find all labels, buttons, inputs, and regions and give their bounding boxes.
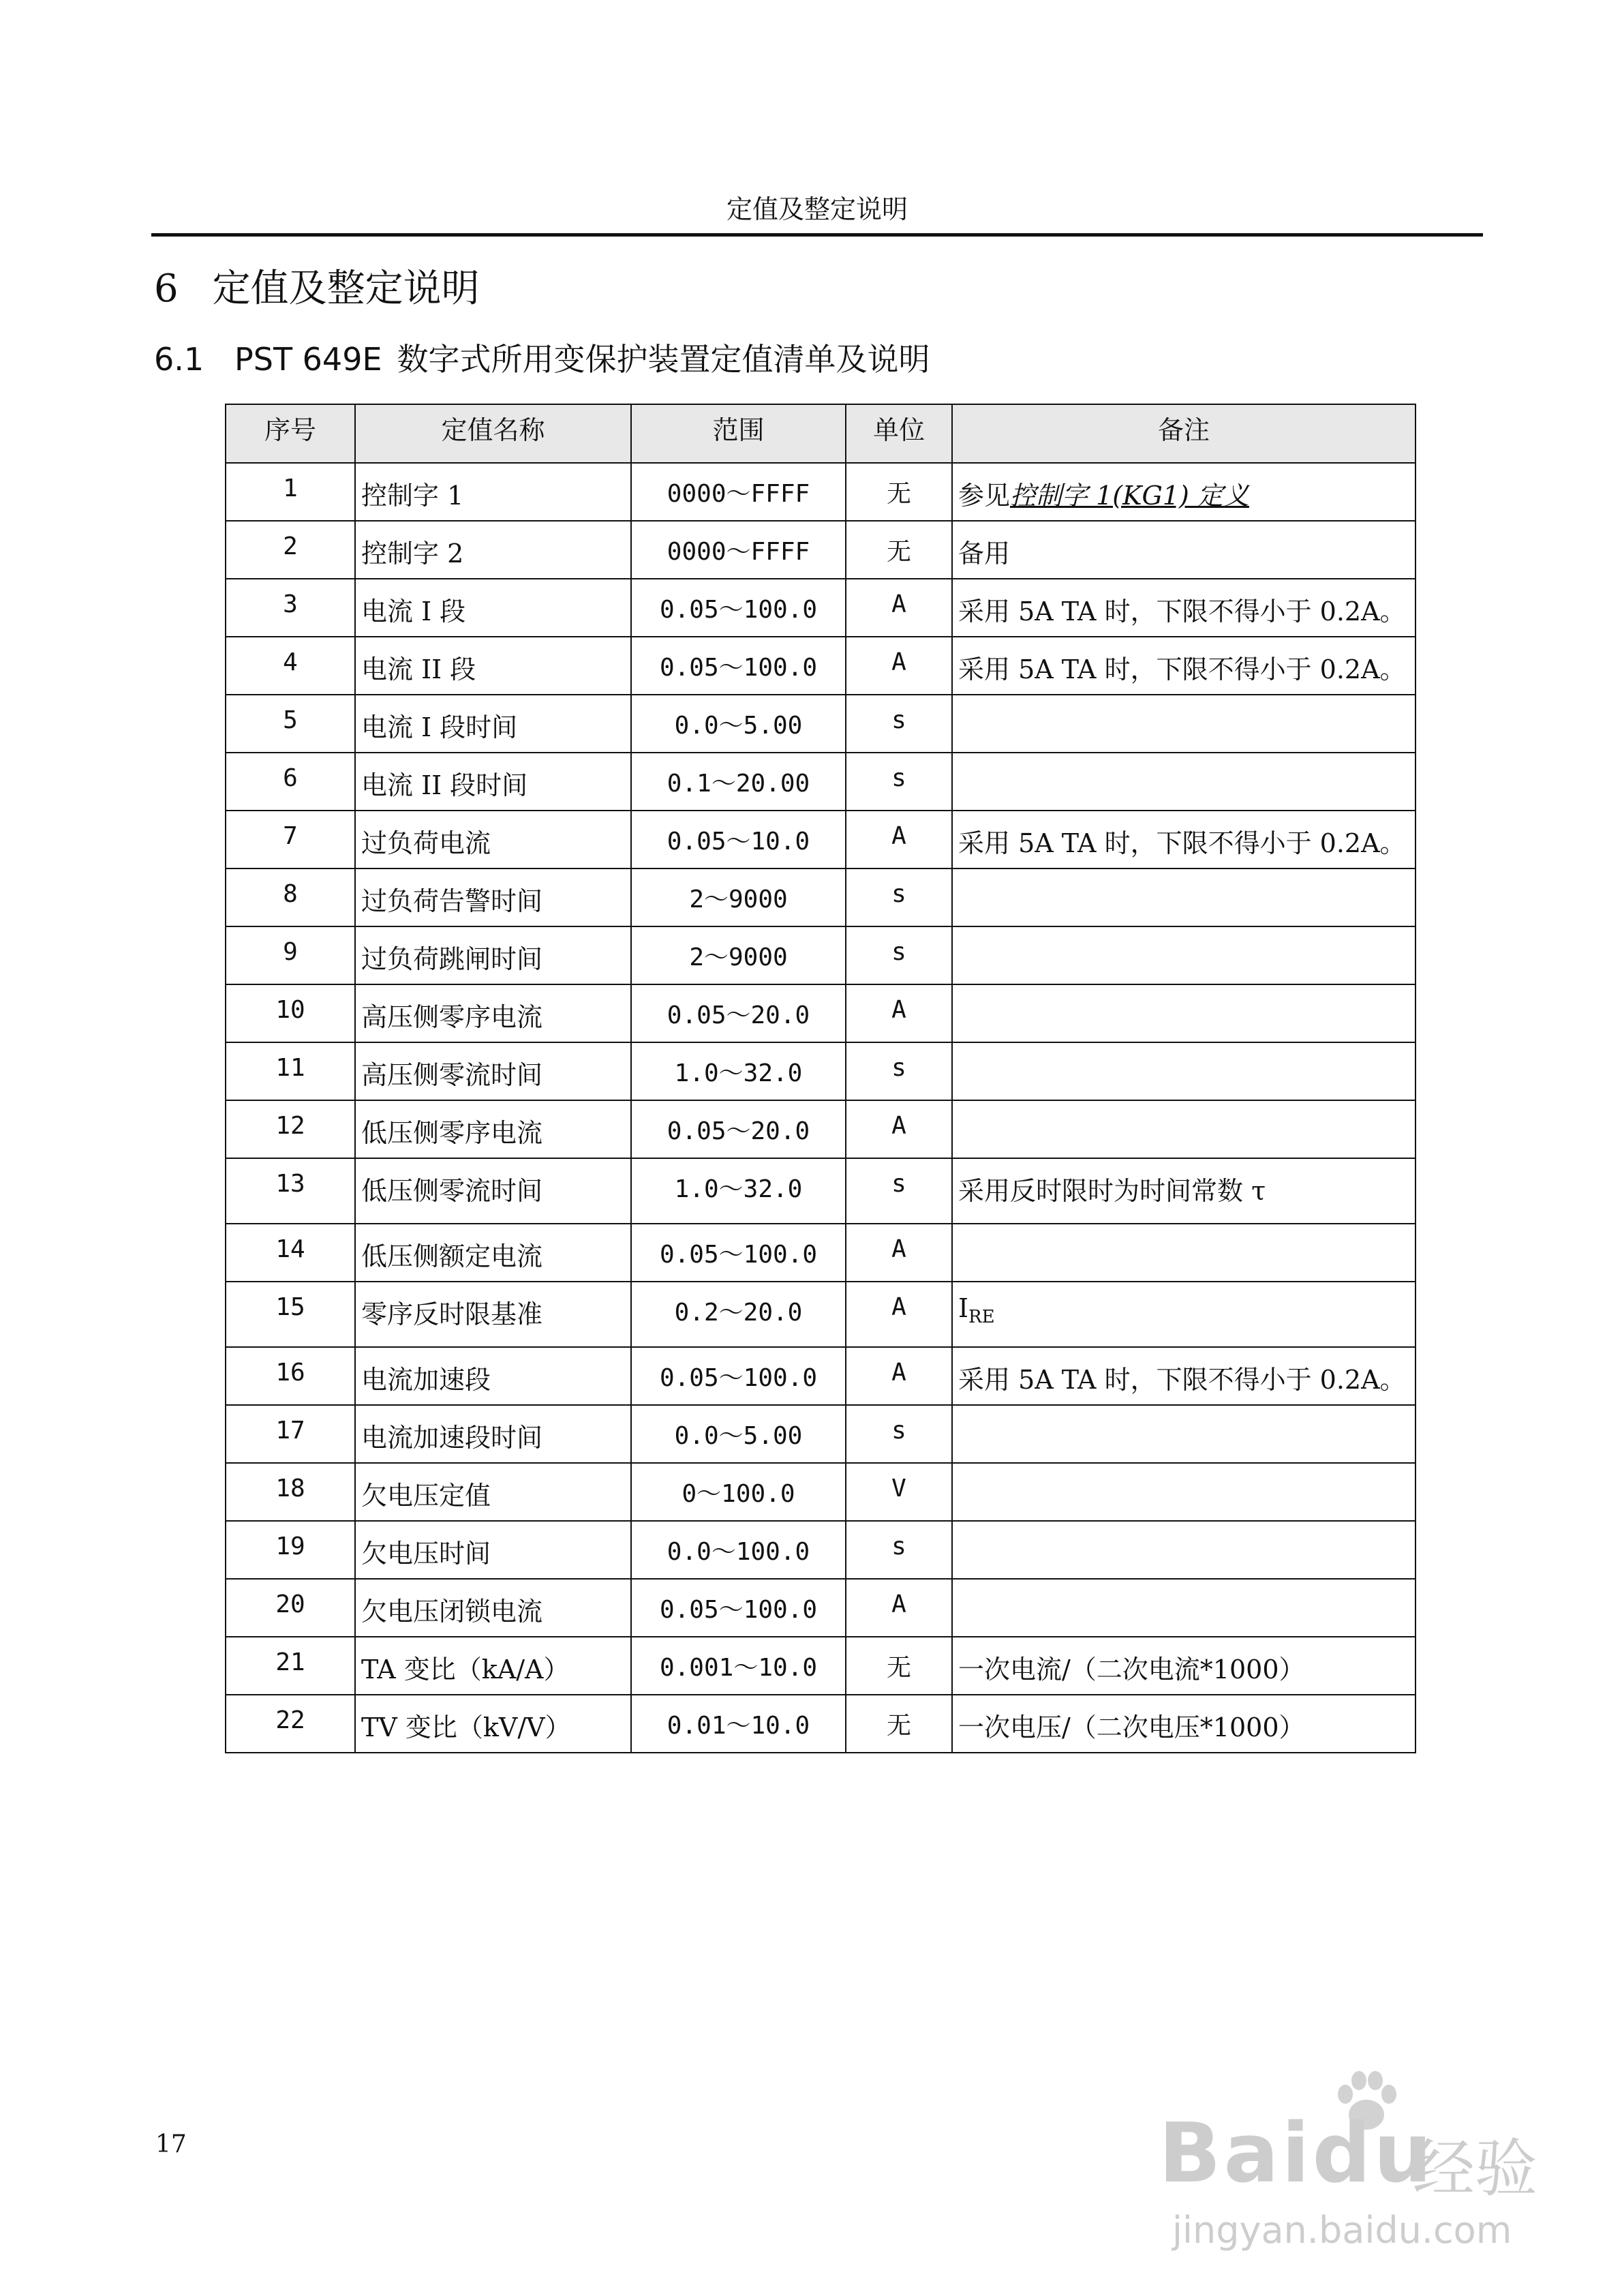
cell-note	[952, 926, 1416, 984]
header-rule	[151, 233, 1483, 237]
subsection-number: 6.1	[154, 341, 204, 378]
cell-note	[952, 984, 1416, 1042]
table-row	[226, 463, 1416, 521]
cell-index: 4	[226, 637, 355, 695]
cell-unit: A	[846, 811, 952, 868]
section-heading	[154, 262, 480, 316]
cell-note: 采用反时限时为时间常数 τ	[952, 1158, 1416, 1224]
header-unit: 单位	[846, 404, 952, 463]
table-row	[226, 1042, 1416, 1100]
cell-unit: 无	[846, 463, 952, 521]
table-row	[226, 521, 1416, 579]
section-title: 定值及整定说明	[212, 267, 480, 311]
cell-name: 高压侧零序电流	[355, 984, 631, 1042]
note-symbol: I	[958, 1293, 969, 1323]
cell-index: 13	[226, 1158, 355, 1224]
header-index: 序号	[226, 404, 355, 463]
table-row	[226, 1521, 1416, 1579]
cell-index: 2	[226, 521, 355, 579]
cell-range: 0000～FFFF	[631, 521, 846, 579]
cell-range: 0～100.0	[631, 1463, 846, 1521]
header-range: 范围	[631, 404, 846, 463]
cell-unit: s	[846, 926, 952, 984]
cell-name: 高压侧零流时间	[355, 1042, 631, 1100]
cell-unit: A	[846, 1347, 952, 1405]
cell-unit: A	[846, 984, 952, 1042]
cell-note	[952, 1224, 1416, 1282]
cell-unit: 无	[846, 1637, 952, 1695]
cell-range: 1.0～32.0	[631, 1042, 846, 1100]
cell-name: 低压侧额定电流	[355, 1224, 631, 1282]
cell-index: 17	[226, 1405, 355, 1463]
watermark-url: jingyan.baidu.com	[1172, 2209, 1512, 2252]
cell-unit: s	[846, 868, 952, 926]
cell-index: 15	[226, 1282, 355, 1347]
watermark	[1159, 2066, 1540, 2256]
cell-note: 采用 5A TA 时，下限不得小于 0.2A。	[952, 811, 1416, 868]
table-row	[226, 868, 1416, 926]
cell-name: 控制字 1	[355, 463, 631, 521]
cell-range: 0.01～10.0	[631, 1695, 846, 1753]
cell-index: 14	[226, 1224, 355, 1282]
note-prefix: 参见	[958, 481, 1011, 511]
table-row	[226, 1695, 1416, 1753]
subsection-model: PST 649E	[234, 341, 382, 378]
cell-range: 0.0～5.00	[631, 695, 846, 753]
header-name: 定值名称	[355, 404, 631, 463]
cell-range: 0.2～20.0	[631, 1282, 846, 1347]
cell-note	[952, 1463, 1416, 1521]
cell-index: 16	[226, 1347, 355, 1405]
cell-name: 欠电压定值	[355, 1463, 631, 1521]
table-row	[226, 984, 1416, 1042]
cell-unit: s	[846, 753, 952, 811]
page-number: 17	[155, 2130, 187, 2158]
cell-range: 0.05～100.0	[631, 1579, 846, 1637]
cell-range: 0.0～100.0	[631, 1521, 846, 1579]
cell-name: 低压侧零流时间	[355, 1158, 631, 1224]
cell-range: 0.0～5.00	[631, 1405, 846, 1463]
cell-note: 采用 5A TA 时，下限不得小于 0.2A。	[952, 1347, 1416, 1405]
cell-note	[952, 1282, 1416, 1347]
cell-unit: s	[846, 1042, 952, 1100]
subsection-heading	[154, 337, 930, 382]
cell-unit: A	[846, 579, 952, 637]
section-number: 6	[154, 267, 179, 311]
note-subscript: RE	[968, 1307, 995, 1327]
table-row	[226, 1463, 1416, 1521]
header-note: 备注	[952, 404, 1416, 463]
watermark-label: 经验	[1412, 2132, 1538, 2205]
cell-note	[952, 1100, 1416, 1158]
cell-name: 控制字 2	[355, 521, 631, 579]
table-row	[226, 1158, 1416, 1224]
cell-name: 电流加速段	[355, 1347, 631, 1405]
cell-name: 过负荷电流	[355, 811, 631, 868]
cell-range: 0.05～100.0	[631, 579, 846, 637]
cell-name: 过负荷跳闸时间	[355, 926, 631, 984]
table-row	[226, 811, 1416, 868]
cell-unit: A	[846, 1282, 952, 1347]
cell-index: 6	[226, 753, 355, 811]
running-header: 定值及整定说明	[726, 194, 908, 224]
cell-range: 0.05～20.0	[631, 984, 846, 1042]
cell-note	[952, 463, 1416, 521]
table-row	[226, 926, 1416, 984]
table-row	[226, 695, 1416, 753]
cell-unit: s	[846, 1405, 952, 1463]
cell-note: 一次电压/（二次电压*1000）	[952, 1695, 1416, 1753]
cell-name: 电流 I 段	[355, 579, 631, 637]
cell-index: 18	[226, 1463, 355, 1521]
cell-note: 备用	[952, 521, 1416, 579]
cell-note	[952, 1405, 1416, 1463]
table-row	[226, 1637, 1416, 1695]
cell-index: 19	[226, 1521, 355, 1579]
cell-index: 12	[226, 1100, 355, 1158]
cell-index: 22	[226, 1695, 355, 1753]
table-row	[226, 1347, 1416, 1405]
subsection-title: 数字式所用变保护装置定值清单及说明	[397, 341, 930, 378]
cell-index: 21	[226, 1637, 355, 1695]
cell-name: 过负荷告警时间	[355, 868, 631, 926]
table-row	[226, 1224, 1416, 1282]
cell-unit: 无	[846, 1695, 952, 1753]
cell-unit: A	[846, 1100, 952, 1158]
cell-name: 电流 II 段时间	[355, 753, 631, 811]
cell-unit: A	[846, 1579, 952, 1637]
cell-range: 0.05～100.0	[631, 1224, 846, 1282]
cell-index: 7	[226, 811, 355, 868]
table-row	[226, 1405, 1416, 1463]
cell-index: 9	[226, 926, 355, 984]
cell-range: 0.05～100.0	[631, 1347, 846, 1405]
table-body	[226, 463, 1416, 1753]
cell-index: 20	[226, 1579, 355, 1637]
cell-note	[952, 695, 1416, 753]
cell-name: TA 变比（kA/A）	[355, 1637, 631, 1695]
cell-unit: s	[846, 1158, 952, 1224]
cell-unit: 无	[846, 521, 952, 579]
cell-note: 一次电流/（二次电流*1000）	[952, 1637, 1416, 1695]
cell-note	[952, 1579, 1416, 1637]
cell-unit: s	[846, 1521, 952, 1579]
cell-name: 欠电压闭锁电流	[355, 1579, 631, 1637]
cell-note	[952, 1042, 1416, 1100]
table-row	[226, 1100, 1416, 1158]
cell-range: 0.05～100.0	[631, 637, 846, 695]
cell-index: 1	[226, 463, 355, 521]
table-row	[226, 1579, 1416, 1637]
cell-note: 采用 5A TA 时，下限不得小于 0.2A。	[952, 637, 1416, 695]
table-header-row	[226, 404, 1416, 463]
cell-range: 0.05～10.0	[631, 811, 846, 868]
cell-index: 10	[226, 984, 355, 1042]
cell-index: 11	[226, 1042, 355, 1100]
cell-name: 电流 I 段时间	[355, 695, 631, 753]
cell-range: 0.1～20.00	[631, 753, 846, 811]
cell-range: 0.001～10.0	[631, 1637, 846, 1695]
cell-name: 零序反时限基准	[355, 1282, 631, 1347]
cell-unit: A	[846, 1224, 952, 1282]
cell-name: 欠电压时间	[355, 1521, 631, 1579]
watermark-logo: Baidu	[1159, 2106, 1435, 2201]
cell-range: 1.0～32.0	[631, 1158, 846, 1224]
cell-index: 5	[226, 695, 355, 753]
table-row	[226, 753, 1416, 811]
cell-index: 8	[226, 868, 355, 926]
cell-note	[952, 753, 1416, 811]
cell-unit: A	[846, 637, 952, 695]
cell-range: 0.05～20.0	[631, 1100, 846, 1158]
cell-index: 3	[226, 579, 355, 637]
cell-name: 电流 II 段	[355, 637, 631, 695]
cell-range: 2～9000	[631, 926, 846, 984]
cell-range: 2～9000	[631, 868, 846, 926]
cell-name: 低压侧零序电流	[355, 1100, 631, 1158]
cell-note: 采用 5A TA 时，下限不得小于 0.2A。	[952, 579, 1416, 637]
cell-note	[952, 1521, 1416, 1579]
table-row	[226, 1282, 1416, 1347]
table-row	[226, 637, 1416, 695]
note-link[interactable]: 控制字 1(KG1) 定义	[1010, 481, 1249, 511]
cell-note	[952, 868, 1416, 926]
cell-unit: s	[846, 695, 952, 753]
cell-name: 电流加速段时间	[355, 1405, 631, 1463]
cell-range: 0000～FFFF	[631, 463, 846, 521]
settings-table	[225, 404, 1416, 1753]
cell-unit: V	[846, 1463, 952, 1521]
table-row	[226, 579, 1416, 637]
cell-name: TV 变比（kV/V）	[355, 1695, 631, 1753]
